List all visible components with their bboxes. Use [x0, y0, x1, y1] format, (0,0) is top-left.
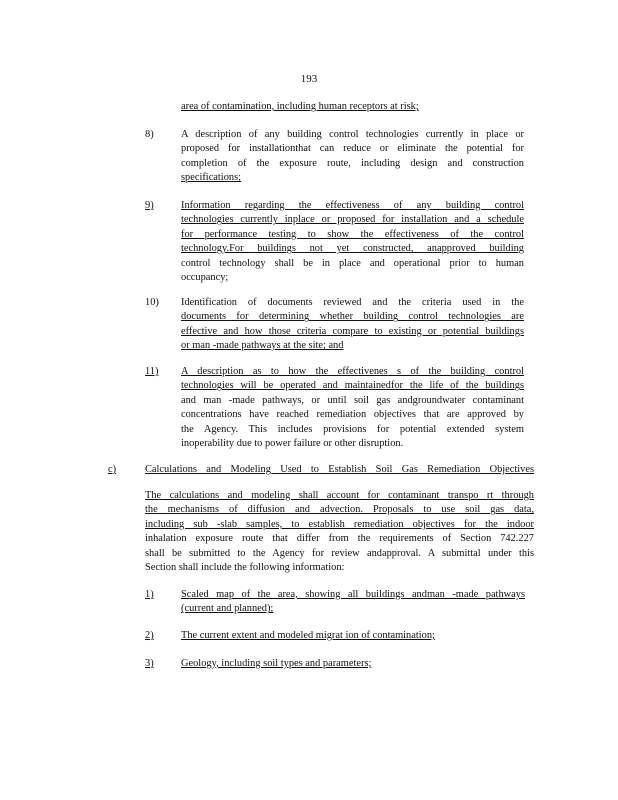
- item-9-line: control technology shall be in place and operational prior to human: [181, 257, 524, 269]
- paragraph-line: including sub -slab samples, to establish remediation objectives for the indoor: [145, 518, 534, 530]
- paragraph-line: Section shall include the following information:: [145, 562, 345, 574]
- item-10-line: Identification of documents reviewed and the criteria used in the: [181, 297, 524, 308]
- intro-line: area of contamination, including human receptors at risk;: [181, 101, 419, 112]
- item-9-line: Information regarding the effectiveness of any building control: [181, 200, 524, 211]
- section-c-label: c): [108, 464, 117, 475]
- subitem-3-text: [181, 657, 524, 671]
- item-9-line: for performance testing to show the effectiveness of the control: [181, 228, 524, 240]
- section-c-heading: Calculations and Modeling Used to Establish Soil Gas Remediation Objectives: [145, 464, 534, 475]
- item-10-line: or man -made pathways at the site; and: [181, 340, 344, 352]
- item-9-line: technologies currently inplace or proposed for installation and a schedule: [181, 214, 524, 226]
- item-10-number: 10): [145, 297, 159, 308]
- subitem-2-number: 2): [145, 630, 154, 641]
- item-8-line: A description of any building control technologies currently in place or: [181, 129, 524, 140]
- item-10-line: documents for determining whether building control technologies are: [181, 311, 524, 323]
- subitem-1-number: 1): [145, 589, 154, 600]
- item-9-number: 9): [145, 200, 154, 211]
- paragraph-line: The calculations and modeling shall account for contaminant transpo rt through: [145, 490, 534, 501]
- paragraph-line: the mechanisms of diffusion and advection. Proposals to use soil gas data,: [145, 504, 534, 516]
- subitem-2-text: [181, 629, 524, 643]
- item-8-line: completion of the exposure route, including design and construction: [181, 157, 524, 169]
- item-11-line: A description as to how the effectivenes s of the building control: [181, 366, 524, 377]
- intro-line-block: [181, 100, 524, 114]
- item-10-line: effective and how those criteria compare to existing or potential buildings: [181, 325, 524, 337]
- item-8-line: proposed for installationthat can reduce or eliminate the potential for: [181, 143, 524, 155]
- item-11-line: technologies will be operated and maintainedfor the life of the buildings: [181, 380, 524, 392]
- item-10-text: [181, 296, 524, 354]
- section-c-heading-block: [145, 463, 534, 477]
- subitem-2-line: The current extent and modeled migrat ion of contamination;: [181, 630, 435, 641]
- item-11-line: inoperability due to power failure or other disruption.: [181, 438, 404, 450]
- item-11-number: 11): [145, 366, 159, 377]
- paragraph-line: inhalation exposure route that differ from the requirements of Section 742.227: [145, 533, 534, 545]
- subitem-1-line: Scaled map of the area, showing all buildings andman -made pathways: [181, 589, 525, 600]
- item-9-line: occupancy;: [181, 272, 229, 284]
- item-11-text: [181, 365, 524, 451]
- subitem-3-line: Geology, including soil types and parameters;: [181, 658, 372, 669]
- subitem-1-text: [181, 588, 525, 617]
- item-11-line: and man -made pathways, or until soil gas andgroundwater contaminant: [181, 394, 524, 406]
- item-8-text: [181, 128, 524, 186]
- subitem-3-number: 3): [145, 658, 154, 669]
- item-11-line: the Agency. This includes provisions for potential extended system: [181, 423, 524, 435]
- item-9-text: [181, 199, 524, 285]
- item-9-line: technology.For buildings not yet constructed, anapproved building: [181, 243, 524, 255]
- paragraph-line: shall be submitted to the Agency for review andapproval. A submittal under this: [145, 547, 534, 559]
- item-8-number: 8): [145, 129, 154, 140]
- item-11-line: concentrations have reached remediation objectives that are approved by: [181, 409, 524, 421]
- subitem-1-line: (current and planned);: [181, 603, 274, 615]
- section-c-paragraph: [145, 489, 534, 575]
- page-number: 193: [300, 73, 318, 85]
- item-8-line: specifications;: [181, 172, 242, 184]
